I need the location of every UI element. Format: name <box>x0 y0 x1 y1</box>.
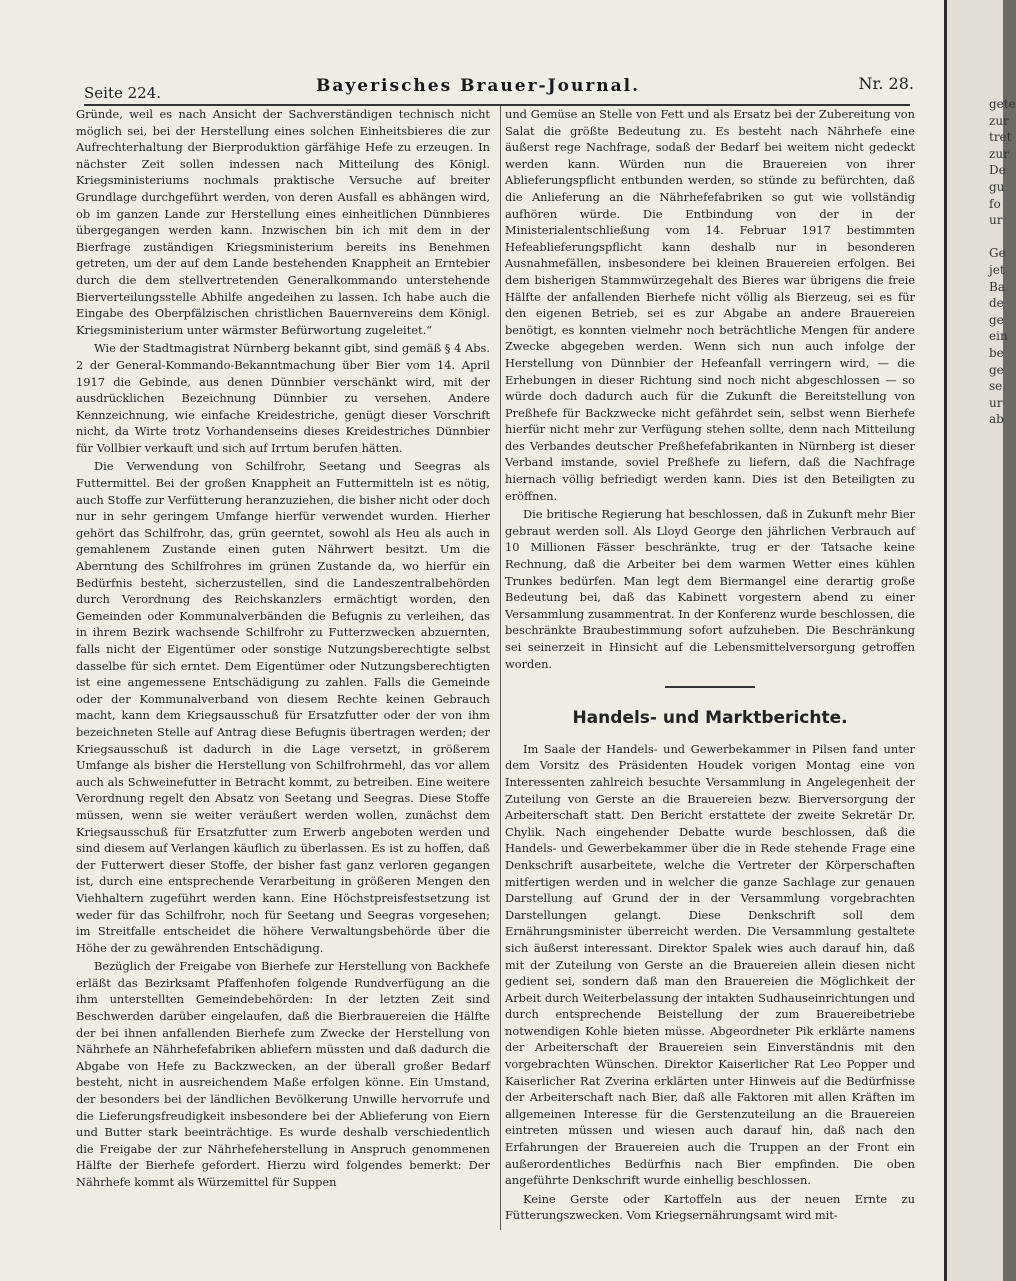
article-paragraph: Im Saale der Handels- und Gewerbekammer in Pilsen fand unter dem Vorsitz des Präsidenten Houdek vorigen Montag eine von Interessenten zahlreich besuchte Versammlung in Angelegenheit der Zuteilung von Gerste an die Brauereien bezw. Bierversorgung der Arbeiterschaft statt. Den Bericht erstattete der zweite Sekretär Dr. Chylik. Nach eingehender Debatte wurde beschlossen, daß die Handels- und Gewerbekammer über die in Rede stehende Frage eine Denkschrift ausarbeitete, welche die Vertreter der Körperschaften mitfertigen werden und in welcher die ganze Sachlage zur genauen Darstellung auf Grund der in der Versammlung vorgebrachten Darstellungen gelangt. Diese Denkschrift soll dem Ernährungsminister überreicht werden. Die Versammlung gestaltete sich äußerst interessant. Direktor Spalek wies auch darauf hin, daß mit der Zuteilung von Gerste an die Brauereien allein diesen nicht gedient sei, sondern daß man den Brauereien die Möglichkeit der Arbeit durch Weiterbelassung der intakten Sudhauseinrichtungen und durch entsprechende Beistellung der zum Brauereibetriebe notwendigen Kohle bieten müsse. Abgeordneter Pik erklärte namens der Arbeiterschaft der Brauereien sein Einverständnis mit den vorgebrachten Wünschen. Direktor Kaiserlicher Rat Leo Popper und Kaiserlicher Rat Zverina erklärten unter Hinweis auf die Bedürfnisse der Arbeiterschaft nach Bier, daß alle Faktoren mit allen Kräften im allgemeinen Interesse für die Gerstenzuteilung an die Brauereien eintreten müssen und wiesen auch darauf hin, daß nach den Erfahrungen der Brauereien auch die Truppen an der Front ein außerordentliches Bedürfnis nach Bier empfinden. Die oben angeführte Denkschrift wurde einhellig beschlossen. <box>505 741 915 1188</box>
article-paragraph: Die britische Regierung hat beschlossen, daß in Zukunft mehr Bier gebraut werden soll. Als Lloyd George den jährlichen Verbrauch auf 10 Millionen Fässer beschränkte, trug er der Tatsache keine Rechnung, daß die Arbeiter bei dem warmen Wetter eines kühlen Trunkes bedürfen. Man legt dem Biermangel eine derartig große Bedeutung bei, daß das Kabinett vorgestern abend zu einer Versammlung zusammentrat. In der Konferenz wurde beschlossen, die beschränkte Braubestimmung sofort aufzuheben. Die Beschränkung sei seinerzeit in Hinsicht auf die Lebensmittelversorgung getroffen worden. <box>505 507 915 671</box>
article-paragraph: Wie der Stadtmagistrat Nürnberg bekannt gibt, sind gemäß § 4 Abs. 2 der General-Kommando-Bekanntmachung über Bier vom 14. April 1917 die Gebinde, aus denen Dünnbier verschänkt wird, mit der ausdrücklichen Bezeichnung Dünnbier zu versehen. Andere Kennzeichnung, wie einfache Kreidestriche, genügt dieser Vorschrift nicht, da Wirte trotz Vorhandenseins dieses Kreidestriches Dünnbier für Vollbier verkauft und sich auf Irrtum berufen hätten. <box>76 341 490 455</box>
article-paragraph: Keine Gerste oder Kartoffeln aus der neuen Ernte zu Fütterungszwecken. Vom Kriegsernährungsamt wird mit- <box>505 1191 915 1223</box>
adjacent-page-fragment: gete <box>989 97 1016 111</box>
article-paragraph: Gründe, weil es nach Ansicht der Sachverständigen technisch nicht möglich sei, bei der Herstellung eines solchen Einheitsbieres die zur Aufrechterhaltung der Bierproduktion gärfähige Hefe zu erzeugen. In nächster Zeit sollen indessen nach Mitteilung des Königl. Kriegsministeriums nochmals praktische Versuche auf breiter Grundlage durchgeführt werden, von deren Ausfall es abhängen wird, ob im ganzen Lande zur Herstellung eines einheitlichen Dünnbieres übergegangen werden kann. Inzwischen bin ich mit dem in der Bierfrage zuständigen Kriegsministerium bereits ins Benehmen getreten, um der auf dem Lande bestehenden Knappheit an Erntebier durch die dem stellvertretenden Generalkommando unterstehende Bierverteilungsstelle Abhilfe angedeihen zu lassen. Ich habe auch die Eingabe des Oberpfälzischen christlichen Bauernvereins dem Königl. Kriegsministerium unter wärmster Befürwortung zugeleitet.“ <box>76 107 490 337</box>
adjacent-page-fragment: ge <box>989 362 1004 377</box>
adjacent-page-fragment: zur <box>989 113 1009 128</box>
adjacent-page-fragment: ge <box>989 312 1004 327</box>
article-paragraph: und Gemüse an Stelle von Fett und als Ersatz bei der Zubereitung von Salat die größte Bedeutung zu. Es besteht nach Nährhefe eine äußerst rege Nachfrage, sodaß der Bedarf bei weitem nicht gedeckt werden kann. Würden nun die Brauereien von ihrer Ablieferungspflicht entbunden werden, so stünde zu befürchten, daß die Anlieferung an die Nährhefefabriken so gut wie vollständig aufhören würde. Die Entbindung von der in der Ministerialentschließung vom 14. Februar 1917 bestimmten Hefeablieferungspflicht kann deshalb nur in besonderen Ausnahmefällen, insbesondere bei kleinen Brauereien erfolgen. Bei dem bisherigen Stammwürzegehalt des Bieres war übrigens die freie Hälfte der anfallenden Bierhefe nicht völlig als Bierzeug, sei es für den eigenen Betrieb, sei es zur Abgabe an andere Brauereien benötigt, es konnten vielmehr noch beträchtliche Mengen für andere Zwecke abgegeben werden. Wenn sich nun auch infolge der Herstellung von Dünnbier der Hefeanfall verringern wird, — die Erhebungen in dieser Richtung sind noch nicht abgeschlossen — so würde doch dadurch auch für die Zukunft die Bereitstellung von Preßhefe für Backzwecke nicht gefährdet sein, selbst wenn Bierhefe hierfür nicht mehr zur Verfügung stehen sollte, denn nach Mitteilung des Verbandes deutscher Preßhefefabrikanten in Nürnberg ist dieser Verband imstande, soviel Preßhefe zu liefern, daß die Nachfrage hiernach völlig befriedigt werden kann. Dies ist den Beteiligten zu eröffnen. <box>505 107 915 503</box>
page-number: Seite 224. <box>84 84 162 102</box>
adjacent-page-edge <box>944 0 1016 1281</box>
section-title: Handels- und Marktberichte. <box>572 708 848 729</box>
adjacent-page-fragment: Ba <box>989 279 1005 294</box>
issue-number: Nr. 28. <box>858 74 914 93</box>
adjacent-page-fragment: ur <box>989 213 1003 228</box>
adjacent-page-fragment: gu <box>989 179 1005 194</box>
adjacent-page-fragment: jet <box>989 262 1005 277</box>
adjacent-page-fragment: de <box>989 296 1004 311</box>
column-divider <box>500 106 501 1230</box>
right-column <box>505 106 915 1224</box>
adjacent-page-fragment: Ge <box>989 246 1006 261</box>
article-paragraph: Die Verwendung von Schilfrohr, Seetang und Seegras als Futtermittel. Bei der großen Knappheit an Futtermitteln ist es nötig, auch Stoffe zur Verfütterung heranzuziehen, die bisher nicht oder doch nur in sehr geringem Umfange hierfür verwendet wurden. Hierher gehört das Schilfrohr, das, grün geerntet, sowohl als Heu als auch in gemahlenem Zustande einen guten Nährwert besitzt. Um die Aberntung des Schilfrohres im grünen Zustande da, wo hierfür ein Bedürfnis besteht, sicherzustellen, sind die Landeszentralbehörden durch Verordnung des Reichskanzlers ermächtigt worden, den Gemeinden oder Kommunalverbänden die Befugnis zu verleihen, das in ihrem Bezirk wachsende Schilfrohr zu Futterzwecken abzuernten, falls nicht der Eigentümer oder sonstige Nutzungsberechtigte selbst dasselbe für sich erntet. Dem Eigentümer oder Nutzungsberechtigten ist eine angemessene Entschädigung zu zahlen. Falls die Gemeinde oder der Kommunalverband von diesem Rechte keinen Gebrauch macht, kann dem Kriegsausschuß für Ersatzfutter oder der von ihm bezeichneten Stelle auf Antrag diese Befugnis übertragen werden; der Kriegsausschuß ist dadurch in die Lage versetzt, in größerem Umfange als bisher die Herstellung von Schilfrohrmehl, das vor allem auch als Schweinefutter in Betracht kommt, zu betreiben. Eine weitere Verordnung regelt den Absatz von Seetang und Seegras. Diese Stoffe müssen, wenn sie weiter veräußert werden wollen, zunächst dem Kriegsausschuß für Ersatzfutter zum Erwerb angeboten werden und sind diesem auf Verlangen käuflich zu überlassen. Es ist zu hoffen, daß der Futterwert dieser Stoffe, der bisher fast ganz verloren gegangen ist, durch eine entsprechende Verarbeitung in größeren Mengen den Viehhaltern zugeführt werden kann. Eine Höchstpreisfestsetzung ist weder für das Schilfrohr, noch für Seetang und Seegras vorgesehen; im Streitfalle entscheidet die höhere Verwaltungsbehörde über die Höhe der zu gewährenden Entschädigung. <box>76 459 490 955</box>
journal-title: Bayerisches Brauer-Journal. <box>316 76 641 96</box>
adjacent-page-fragment: ur <box>989 395 1003 410</box>
left-column <box>76 106 490 1191</box>
article-paragraph: Bezüglich der Freigabe von Bierhefe zur Herstellung von Backhefe erläßt das Bezirksamt Pfaffenhofen folgende Rundverfügung an die ihm unterstellten Gemeindebehörden: In der letzten Zeit sind Beschwerden darüber eingelaufen, daß die Bierbrauereien die Hälfte der bei ihnen anfallenden Bierhefe zum Zwecke der Herstellung von Nährhefe an Nährhefefabriken abliefern müssten und daß dadurch die Abgabe von Hefe zu Backzwecken, an der überall großer Bedarf besteht, nicht in ausreichendem Maße erfolgen könne. Ein Umstand, der besonders bei der ländlichen Bevölkerung Unwille hervorrufe und die Lieferungsfreudigkeit insbesondere bei der Ablieferung von Eiern und Butter stark beeinträchtige. Es wurde deshalb verschiedentlich die Freigabe der zur Nährhefeherstellung in Anspruch genommenen Hälfte der Bierhefe gefordert. Hierzu wird folgendes bemerkt: Der Nährhefe kommt als Würzemittel für Suppen <box>76 959 490 1189</box>
adjacent-page-fragment: se <box>989 379 1003 394</box>
adjacent-page-fragment: ab <box>989 412 1004 427</box>
section-rule <box>665 686 755 688</box>
adjacent-page-fragment: De <box>989 163 1006 178</box>
adjacent-page-fragment: zur <box>989 146 1009 161</box>
page-header <box>84 72 914 100</box>
adjacent-page-fragment: be <box>989 345 1004 360</box>
adjacent-page-fragment: ein <box>989 329 1008 344</box>
adjacent-page-fragment: tret <box>989 130 1012 145</box>
adjacent-page-fragment <box>989 229 1009 246</box>
adjacent-page-fragment: fo <box>989 196 1001 211</box>
adjacent-page-text <box>989 96 1016 428</box>
